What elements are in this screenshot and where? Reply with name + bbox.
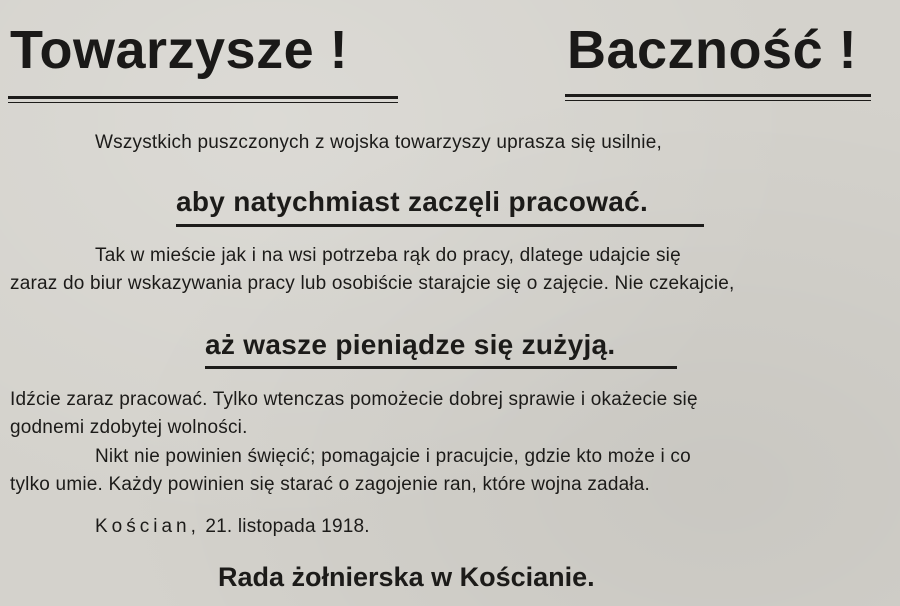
body-line-1: Wszystkich puszczonych z wojska towarzyszy uprasza się usilnie, bbox=[95, 132, 662, 153]
headline-right-rule bbox=[565, 94, 871, 97]
headline-right-rule-thin bbox=[565, 100, 871, 101]
body-line-2: Tak w mieście jak i na wsi potrzeba rąk do pracy, dlatege udajcie się bbox=[95, 245, 681, 266]
headline-left-rule bbox=[8, 96, 398, 99]
dateline-date: 21. listopada 1918. bbox=[205, 516, 370, 537]
dateline bbox=[95, 515, 370, 539]
body-line-4: Idźcie zaraz pracować. Tylko wtenczas pomożecie dobrej sprawie i okażecie się bbox=[10, 389, 698, 410]
signature: Rada żołnierska w Kościanie. bbox=[218, 562, 595, 592]
emphasis-line-2-rule bbox=[205, 366, 677, 369]
body-line-6: Nikt nie powinien święcić; pomagajcie i pracujcie, gdzie kto może i co bbox=[95, 446, 691, 467]
body-line-5: godnemi zdobytej wolności. bbox=[10, 417, 248, 438]
body-line-3: zaraz do biur wskazywania pracy lub osobiście starajcie się o zajęcie. Nie czekajcie, bbox=[10, 273, 735, 294]
body-line-7: tylko umie. Każdy powinien się starać o zagojenie ran, które wojna zadała. bbox=[10, 474, 651, 495]
emphasis-line-1: aby natychmiast zaczęli pracować. bbox=[176, 186, 649, 217]
headline-bacznosc: Baczność ! bbox=[567, 20, 858, 80]
emphasis-line-1-rule bbox=[176, 224, 704, 227]
emphasis-line-2: aż wasze pieniądze się zużyją. bbox=[205, 329, 616, 360]
dateline-place: Kościan, bbox=[95, 516, 200, 537]
headline-left-rule-thin bbox=[8, 102, 398, 103]
headline-towarzysze: Towarzysze ! bbox=[10, 20, 349, 80]
